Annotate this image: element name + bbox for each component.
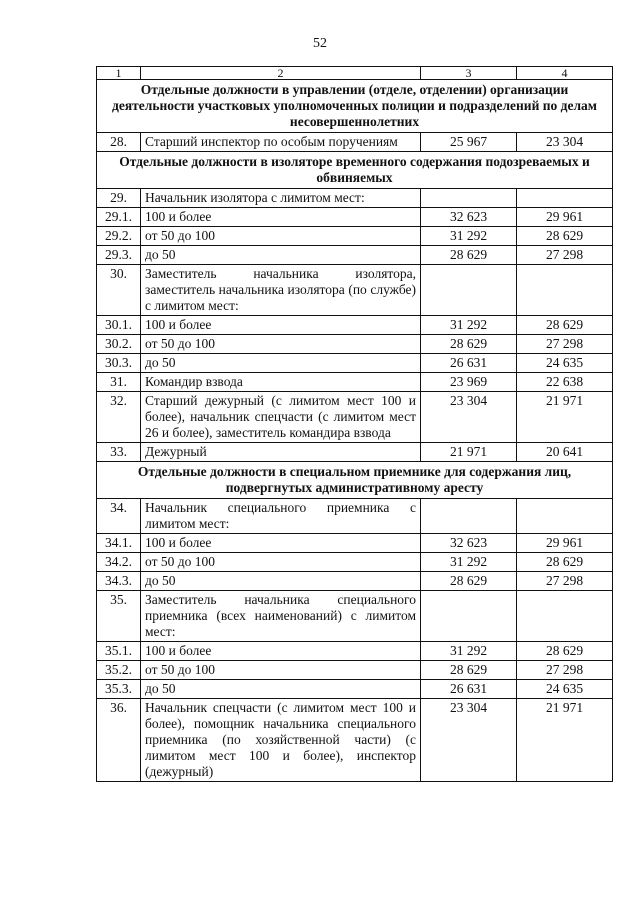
position-name: Начальник спецчасти (с лимитом мест 100 и более), помощник начальника специального приемника (по хозяйственной части) (с лимитом мест 100 и более), инспектор (дежурный) [141, 699, 421, 782]
column-number-1: 1 [97, 67, 141, 80]
salary-value-col3: 23 969 [421, 373, 517, 392]
salary-value-col4: 29 961 [517, 534, 613, 553]
salary-value-col4: 24 635 [517, 680, 613, 699]
salary-value-col4: 29 961 [517, 208, 613, 227]
position-row [97, 265, 613, 316]
position-name: до 50 [141, 354, 421, 373]
salary-value-col4: 27 298 [517, 246, 613, 265]
section-header-row [97, 80, 613, 133]
position-number: 35.3. [97, 680, 141, 699]
position-name: Начальник изолятора с лимитом мест: [141, 189, 421, 208]
position-row [97, 354, 613, 373]
position-name: от 50 до 100 [141, 335, 421, 354]
position-number: 34. [97, 499, 141, 534]
position-number: 29. [97, 189, 141, 208]
position-row [97, 680, 613, 699]
position-name: до 50 [141, 572, 421, 591]
position-name: Дежурный [141, 443, 421, 462]
position-row [97, 208, 613, 227]
salary-value-col4: 27 298 [517, 572, 613, 591]
section-header-row [97, 152, 613, 189]
position-row [97, 499, 613, 534]
salary-value-col4: 22 638 [517, 373, 613, 392]
salary-value-col4: 20 641 [517, 443, 613, 462]
position-row [97, 392, 613, 443]
salary-value-col3: 23 304 [421, 392, 517, 443]
salary-value-col3: 32 623 [421, 534, 517, 553]
position-number: 32. [97, 392, 141, 443]
position-number: 29.2. [97, 227, 141, 246]
position-name: Заместитель начальника изолятора, заместитель начальника изолятора (по службе) с лимитом мест: [141, 265, 421, 316]
salary-value-col3: 31 292 [421, 316, 517, 335]
position-name: до 50 [141, 246, 421, 265]
position-name: 100 и более [141, 642, 421, 661]
position-number: 30.2. [97, 335, 141, 354]
section-header-row [97, 462, 613, 499]
salary-value-col3: 28 629 [421, 246, 517, 265]
position-row [97, 373, 613, 392]
position-row [97, 661, 613, 680]
column-number-4: 4 [517, 67, 613, 80]
salary-value-col4: 28 629 [517, 227, 613, 246]
position-name: Старший инспектор по особым поручениям [141, 133, 421, 152]
position-row [97, 443, 613, 462]
salary-value-col3: 28 629 [421, 335, 517, 354]
salary-value-col3: 32 623 [421, 208, 517, 227]
column-number-row [97, 67, 613, 80]
position-name: Заместитель начальника специального приемника (всех наименований) с лимитом мест: [141, 591, 421, 642]
position-number: 30. [97, 265, 141, 316]
position-name: Командир взвода [141, 373, 421, 392]
section-title: Отдельные должности в управлении (отделе, отделении) организации деятельности участковых уполномоченных полиции и подразделений по делам несовершеннолетних [97, 80, 613, 133]
salary-value-col3: 31 292 [421, 642, 517, 661]
section-title: Отдельные должности в изоляторе временного содержания подозреваемых и обвиняемых [97, 152, 613, 189]
salary-value-col4 [517, 265, 613, 316]
section-title: Отдельные должности в специальном приемнике для содержания лиц, подвергнутых административному аресту [97, 462, 613, 499]
position-number: 31. [97, 373, 141, 392]
position-number: 35.1. [97, 642, 141, 661]
salary-value-col4: 21 971 [517, 392, 613, 443]
salary-value-col4: 27 298 [517, 335, 613, 354]
salary-value-col3: 31 292 [421, 553, 517, 572]
salary-value-col3: 26 631 [421, 680, 517, 699]
salary-value-col3: 23 304 [421, 699, 517, 782]
position-name: 100 и более [141, 208, 421, 227]
salary-value-col3 [421, 189, 517, 208]
position-row [97, 699, 613, 782]
position-row [97, 534, 613, 553]
position-row [97, 133, 613, 152]
salary-value-col4: 21 971 [517, 699, 613, 782]
position-row [97, 572, 613, 591]
salary-value-col4 [517, 591, 613, 642]
position-row [97, 246, 613, 265]
position-number: 30.1. [97, 316, 141, 335]
position-number: 33. [97, 443, 141, 462]
position-row [97, 227, 613, 246]
column-number-3: 3 [421, 67, 517, 80]
salary-value-col4 [517, 189, 613, 208]
position-row [97, 189, 613, 208]
position-number: 35. [97, 591, 141, 642]
position-number: 29.3. [97, 246, 141, 265]
position-number: 36. [97, 699, 141, 782]
position-row [97, 335, 613, 354]
position-row [97, 553, 613, 572]
position-name: Начальник специального приемника с лимитом мест: [141, 499, 421, 534]
position-name: от 50 до 100 [141, 661, 421, 680]
position-name: Старший дежурный (с лимитом мест 100 и более), начальник спецчасти (с лимитом мест 26 и более), заместитель командира взвода [141, 392, 421, 443]
column-number-2: 2 [141, 67, 421, 80]
position-name: до 50 [141, 680, 421, 699]
position-name: от 50 до 100 [141, 227, 421, 246]
position-number: 29.1. [97, 208, 141, 227]
salary-value-col3: 25 967 [421, 133, 517, 152]
salary-value-col4: 23 304 [517, 133, 613, 152]
position-number: 35.2. [97, 661, 141, 680]
salary-table [96, 66, 613, 782]
salary-value-col3: 21 971 [421, 443, 517, 462]
salary-value-col3: 28 629 [421, 572, 517, 591]
position-name: от 50 до 100 [141, 553, 421, 572]
position-row [97, 642, 613, 661]
salary-value-col4: 24 635 [517, 354, 613, 373]
position-row [97, 316, 613, 335]
salary-value-col3: 26 631 [421, 354, 517, 373]
position-number: 30.3. [97, 354, 141, 373]
salary-value-col4: 28 629 [517, 642, 613, 661]
position-number: 34.1. [97, 534, 141, 553]
position-number: 34.3. [97, 572, 141, 591]
salary-value-col4: 28 629 [517, 316, 613, 335]
position-name: 100 и более [141, 534, 421, 553]
position-number: 34.2. [97, 553, 141, 572]
position-name: 100 и более [141, 316, 421, 335]
position-row [97, 591, 613, 642]
salary-value-col4: 27 298 [517, 661, 613, 680]
salary-value-col3 [421, 499, 517, 534]
salary-value-col3 [421, 265, 517, 316]
position-number: 28. [97, 133, 141, 152]
salary-value-col3: 31 292 [421, 227, 517, 246]
salary-value-col4: 28 629 [517, 553, 613, 572]
salary-value-col3: 28 629 [421, 661, 517, 680]
salary-value-col4 [517, 499, 613, 534]
page-number: 52 [313, 36, 327, 51]
salary-value-col3 [421, 591, 517, 642]
